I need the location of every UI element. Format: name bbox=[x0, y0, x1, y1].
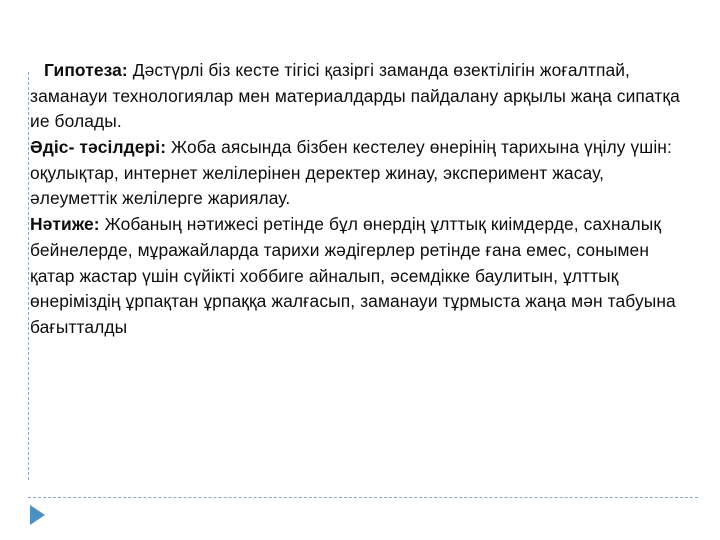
paragraph-methods-text: Жоба аясында бізбен кестелеу өнерінің тарихына үңілу үшін: оқулықтар, интернет желілерінен деректер жинау, эксперимент жасау, әлеуметтік желілерге жариялау. bbox=[30, 137, 672, 209]
left-dashed-divider bbox=[28, 72, 29, 480]
paragraph-hypothesis bbox=[30, 58, 682, 135]
paragraph-methods bbox=[30, 135, 682, 212]
paragraph-hypothesis-text: Дәстүрлі біз кесте тігісі қазіргі заманда өзектілігін жоғалтпай, заманауи технологиялар мен материалдарды пайдалану арқылы жаңа сипатқа ие болады. bbox=[30, 60, 680, 132]
bottom-dashed-divider bbox=[28, 497, 698, 498]
triangle-marker-icon bbox=[30, 505, 45, 525]
paragraph-methods-label: Әдіс- тәсілдері: bbox=[30, 137, 167, 158]
slide-body-text bbox=[30, 58, 682, 341]
paragraph-hypothesis-label: Гипотеза: bbox=[44, 60, 128, 80]
paragraph-result bbox=[30, 212, 682, 340]
paragraph-result-label: Нәтиже: bbox=[30, 214, 100, 235]
paragraph-result-text: Жобаның нәтижесі ретінде бұл өнердің ұлттық киімдерде, сахналық бейнелерде, мұражайларда тарихи жәдігерлер ретінде ғана емес, сонымен қатар жастар үшін сүйікті хоббиге айналып, әсемдікке баулитын, ұлттық өнеріміздің ұрпақтан ұрпаққа жалғасып, заманауи тұрмыста жаңа мән табуына бағытталды bbox=[30, 214, 676, 337]
